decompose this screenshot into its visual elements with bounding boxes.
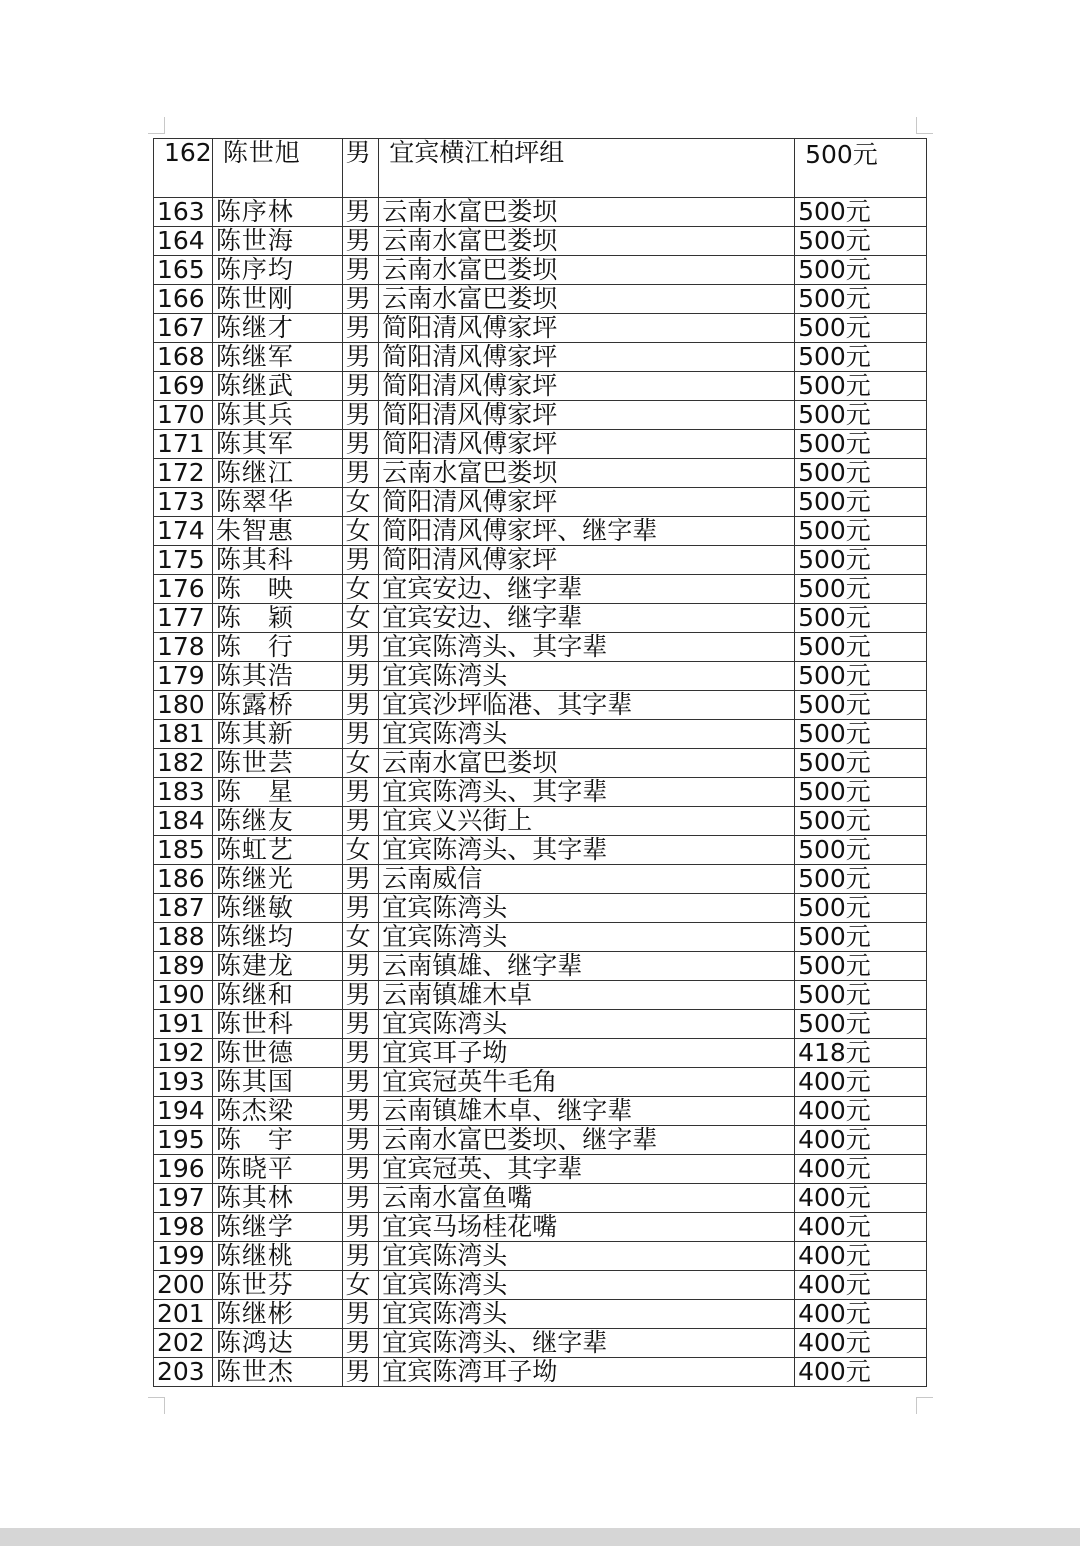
table-row <box>154 1271 927 1300</box>
cell-number: 168 <box>154 343 213 372</box>
cell-number: 196 <box>154 1155 213 1184</box>
cell-name: 陈杰梁 <box>212 1097 342 1126</box>
cell-name: 陈序林 <box>212 198 342 227</box>
cell-gender: 男 <box>342 227 379 256</box>
cell-amount: 500元 <box>795 285 927 314</box>
table-row <box>154 1242 927 1271</box>
table-row <box>154 1329 927 1358</box>
cell-number: 167 <box>154 314 213 343</box>
cell-number: 187 <box>154 894 213 923</box>
cell-gender: 男 <box>342 198 379 227</box>
cell-gender: 女 <box>342 1271 379 1300</box>
cell-gender: 男 <box>342 256 379 285</box>
cell-place: 云南威信 <box>379 865 795 894</box>
cell-gender: 男 <box>342 401 379 430</box>
cell-name: 陈其科 <box>212 546 342 575</box>
cell-name: 陈 宇 <box>212 1126 342 1155</box>
cell-gender: 男 <box>342 1126 379 1155</box>
cell-number: 194 <box>154 1097 213 1126</box>
cell-number: 184 <box>154 807 213 836</box>
cell-place: 云南水富巴娄坝 <box>379 227 795 256</box>
table-row <box>154 1358 927 1387</box>
cell-gender: 男 <box>342 285 379 314</box>
cell-place: 宜宾陈湾头 <box>379 720 795 749</box>
cell-name: 陈 星 <box>212 778 342 807</box>
cell-name: 陈鸿达 <box>212 1329 342 1358</box>
cell-number: 188 <box>154 923 213 952</box>
cell-number: 180 <box>154 691 213 720</box>
cell-number: 164 <box>154 227 213 256</box>
table-row <box>154 227 927 256</box>
cell-name: 陈翠华 <box>212 488 342 517</box>
cell-gender: 男 <box>342 1300 379 1329</box>
cell-amount: 500元 <box>795 401 927 430</box>
cell-number: 193 <box>154 1068 213 1097</box>
table-row <box>154 923 927 952</box>
cell-amount: 500元 <box>795 1010 927 1039</box>
cell-amount: 500元 <box>795 604 927 633</box>
cell-number: 169 <box>154 372 213 401</box>
cell-number: 192 <box>154 1039 213 1068</box>
cell-place: 简阳清风傅家坪 <box>379 314 795 343</box>
cell-name: 陈其国 <box>212 1068 342 1097</box>
cell-amount: 500元 <box>795 546 927 575</box>
cell-amount: 500元 <box>795 256 927 285</box>
cell-amount: 500元 <box>795 691 927 720</box>
crop-mark-bottom-left <box>148 1397 165 1414</box>
cell-amount: 500元 <box>795 720 927 749</box>
cell-gender: 女 <box>342 575 379 604</box>
cell-gender: 男 <box>342 952 379 981</box>
donation-register-table <box>153 138 927 1387</box>
table-row <box>154 981 927 1010</box>
cell-number: 202 <box>154 1329 213 1358</box>
table-row <box>154 459 927 488</box>
cell-amount: 500元 <box>795 749 927 778</box>
cell-name: 陈世海 <box>212 227 342 256</box>
cell-number: 162 <box>154 139 213 198</box>
table-row <box>154 807 927 836</box>
cell-place: 云南水富巴娄坝、继字辈 <box>379 1126 795 1155</box>
cell-name: 陈继友 <box>212 807 342 836</box>
cell-amount: 500元 <box>795 314 927 343</box>
cell-place: 宜宾陈湾耳子坳 <box>379 1358 795 1387</box>
cell-amount: 500元 <box>795 459 927 488</box>
cell-place: 宜宾安边、继字辈 <box>379 604 795 633</box>
cell-amount: 400元 <box>795 1242 927 1271</box>
cell-gender: 男 <box>342 314 379 343</box>
cell-place: 宜宾陈湾头 <box>379 1010 795 1039</box>
cell-gender: 女 <box>342 749 379 778</box>
cell-amount: 400元 <box>795 1126 927 1155</box>
cell-number: 165 <box>154 256 213 285</box>
table-row <box>154 952 927 981</box>
cell-number: 175 <box>154 546 213 575</box>
cell-name: 朱智惠 <box>212 517 342 546</box>
cell-place: 简阳清风傅家坪 <box>379 401 795 430</box>
cell-gender: 男 <box>342 1329 379 1358</box>
cell-name: 陈继才 <box>212 314 342 343</box>
cell-gender: 男 <box>342 1068 379 1097</box>
table-row <box>154 343 927 372</box>
table-row <box>154 1213 927 1242</box>
cell-place: 云南水富巴娄坝 <box>379 198 795 227</box>
cell-name: 陈 颖 <box>212 604 342 633</box>
cell-place: 简阳清风傅家坪、继字辈 <box>379 517 795 546</box>
cell-number: 200 <box>154 1271 213 1300</box>
cell-number: 176 <box>154 575 213 604</box>
cell-amount: 500元 <box>795 227 927 256</box>
cell-name: 陈其新 <box>212 720 342 749</box>
register-body <box>154 139 927 1387</box>
cell-number: 186 <box>154 865 213 894</box>
cell-place: 云南水富巴娄坝 <box>379 285 795 314</box>
cell-number: 177 <box>154 604 213 633</box>
cell-place: 宜宾陈湾头 <box>379 923 795 952</box>
cell-gender: 女 <box>342 923 379 952</box>
cell-place: 宜宾耳子坳 <box>379 1039 795 1068</box>
cell-gender: 男 <box>342 546 379 575</box>
cell-gender: 女 <box>342 488 379 517</box>
cell-name: 陈晓平 <box>212 1155 342 1184</box>
cell-name: 陈其兵 <box>212 401 342 430</box>
cell-amount: 500元 <box>795 575 927 604</box>
cell-place: 云南镇雄、继字辈 <box>379 952 795 981</box>
cell-amount: 400元 <box>795 1068 927 1097</box>
cell-number: 178 <box>154 633 213 662</box>
table-row <box>154 314 927 343</box>
cell-place: 宜宾陈湾头、其字辈 <box>379 836 795 865</box>
crop-mark-top-right <box>916 117 933 134</box>
cell-place: 简阳清风傅家坪 <box>379 488 795 517</box>
cell-gender: 男 <box>342 807 379 836</box>
crop-mark-bottom-right <box>916 1397 933 1414</box>
cell-name: 陈继桃 <box>212 1242 342 1271</box>
cell-gender: 男 <box>342 662 379 691</box>
table-row <box>154 691 927 720</box>
cell-gender: 男 <box>342 1242 379 1271</box>
table-row <box>154 1097 927 1126</box>
cell-place: 宜宾陈湾头、其字辈 <box>379 633 795 662</box>
table-row <box>154 662 927 691</box>
cell-gender: 男 <box>342 691 379 720</box>
cell-place: 简阳清风傅家坪 <box>379 546 795 575</box>
cell-gender: 男 <box>342 720 379 749</box>
cell-place: 宜宾陈湾头 <box>379 894 795 923</box>
table-row <box>154 894 927 923</box>
cell-place: 云南水富巴娄坝 <box>379 459 795 488</box>
cell-gender: 女 <box>342 517 379 546</box>
cell-name: 陈露桥 <box>212 691 342 720</box>
cell-place: 宜宾陈湾头 <box>379 1271 795 1300</box>
cell-place: 简阳清风傅家坪 <box>379 343 795 372</box>
cell-name: 陈建龙 <box>212 952 342 981</box>
cell-amount: 500元 <box>795 372 927 401</box>
cell-number: 185 <box>154 836 213 865</box>
cell-amount: 500元 <box>795 836 927 865</box>
cell-number: 203 <box>154 1358 213 1387</box>
viewer-bottom-bar <box>0 1528 1080 1546</box>
cell-name: 陈继军 <box>212 343 342 372</box>
cell-gender: 男 <box>342 778 379 807</box>
table-row <box>154 488 927 517</box>
cell-place: 宜宾沙坪临港、其字辈 <box>379 691 795 720</box>
cell-place: 宜宾陈湾头 <box>379 1300 795 1329</box>
table-row <box>154 430 927 459</box>
cell-gender: 女 <box>342 604 379 633</box>
table-row <box>154 1184 927 1213</box>
cell-number: 190 <box>154 981 213 1010</box>
table-row <box>154 836 927 865</box>
table-row <box>154 198 927 227</box>
cell-name: 陈世旭 <box>212 139 342 198</box>
cell-number: 163 <box>154 198 213 227</box>
cell-number: 198 <box>154 1213 213 1242</box>
cell-gender: 女 <box>342 836 379 865</box>
cell-name: 陈其军 <box>212 430 342 459</box>
table-row <box>154 517 927 546</box>
cell-name: 陈世刚 <box>212 285 342 314</box>
cell-gender: 男 <box>342 430 379 459</box>
cell-gender: 男 <box>342 1010 379 1039</box>
cell-place: 宜宾安边、继字辈 <box>379 575 795 604</box>
cell-name: 陈继均 <box>212 923 342 952</box>
cell-gender: 男 <box>342 1097 379 1126</box>
cell-amount: 400元 <box>795 1213 927 1242</box>
table-row <box>154 285 927 314</box>
cell-name: 陈继武 <box>212 372 342 401</box>
table-row <box>154 1155 927 1184</box>
cell-number: 201 <box>154 1300 213 1329</box>
cell-number: 174 <box>154 517 213 546</box>
cell-number: 166 <box>154 285 213 314</box>
cell-number: 199 <box>154 1242 213 1271</box>
cell-gender: 男 <box>342 372 379 401</box>
cell-amount: 500元 <box>795 778 927 807</box>
cell-amount: 500元 <box>795 865 927 894</box>
cell-gender: 男 <box>342 139 379 198</box>
cell-amount: 400元 <box>795 1097 927 1126</box>
cell-amount: 500元 <box>795 923 927 952</box>
cell-place: 简阳清风傅家坪 <box>379 372 795 401</box>
cell-place: 宜宾陈湾头、其字辈 <box>379 778 795 807</box>
cell-amount: 400元 <box>795 1329 927 1358</box>
table-row <box>154 633 927 662</box>
cell-place: 云南镇雄木卓 <box>379 981 795 1010</box>
cell-amount: 400元 <box>795 1358 927 1387</box>
table-row <box>154 372 927 401</box>
table-row <box>154 1010 927 1039</box>
cell-amount: 500元 <box>795 343 927 372</box>
cell-number: 170 <box>154 401 213 430</box>
table-row <box>154 1300 927 1329</box>
cell-number: 183 <box>154 778 213 807</box>
cell-amount: 400元 <box>795 1155 927 1184</box>
cell-name: 陈 映 <box>212 575 342 604</box>
cell-number: 172 <box>154 459 213 488</box>
cell-gender: 男 <box>342 459 379 488</box>
cell-name: 陈世杰 <box>212 1358 342 1387</box>
cell-gender: 男 <box>342 1155 379 1184</box>
cell-amount: 500元 <box>795 139 927 198</box>
cell-name: 陈继敏 <box>212 894 342 923</box>
cell-gender: 男 <box>342 894 379 923</box>
cell-place: 宜宾冠英、其字辈 <box>379 1155 795 1184</box>
cell-gender: 男 <box>342 981 379 1010</box>
cell-name: 陈继彬 <box>212 1300 342 1329</box>
cell-name: 陈世科 <box>212 1010 342 1039</box>
cell-name: 陈序均 <box>212 256 342 285</box>
cell-number: 197 <box>154 1184 213 1213</box>
cell-place: 简阳清风傅家坪 <box>379 430 795 459</box>
cell-number: 189 <box>154 952 213 981</box>
cell-amount: 500元 <box>795 662 927 691</box>
cell-number: 173 <box>154 488 213 517</box>
cell-amount: 500元 <box>795 430 927 459</box>
table-row <box>154 865 927 894</box>
crop-mark-top-left <box>148 117 165 134</box>
cell-amount: 500元 <box>795 807 927 836</box>
cell-number: 195 <box>154 1126 213 1155</box>
cell-amount: 500元 <box>795 952 927 981</box>
cell-place: 宜宾横江柏坪组 <box>379 139 795 198</box>
cell-place: 宜宾陈湾头 <box>379 1242 795 1271</box>
cell-number: 179 <box>154 662 213 691</box>
cell-name: 陈世芬 <box>212 1271 342 1300</box>
table-row <box>154 720 927 749</box>
cell-gender: 男 <box>342 1184 379 1213</box>
cell-amount: 500元 <box>795 894 927 923</box>
cell-amount: 400元 <box>795 1184 927 1213</box>
cell-amount: 500元 <box>795 517 927 546</box>
cell-name: 陈继光 <box>212 865 342 894</box>
cell-place: 宜宾陈湾头 <box>379 662 795 691</box>
table-row <box>154 1126 927 1155</box>
cell-gender: 男 <box>342 1358 379 1387</box>
table-row <box>154 1068 927 1097</box>
cell-amount: 400元 <box>795 1271 927 1300</box>
cell-amount: 500元 <box>795 488 927 517</box>
cell-gender: 男 <box>342 865 379 894</box>
cell-gender: 男 <box>342 633 379 662</box>
cell-name: 陈继学 <box>212 1213 342 1242</box>
table-row <box>154 256 927 285</box>
cell-name: 陈其林 <box>212 1184 342 1213</box>
cell-number: 182 <box>154 749 213 778</box>
cell-amount: 500元 <box>795 981 927 1010</box>
cell-place: 云南水富巴娄坝 <box>379 749 795 778</box>
cell-name: 陈其浩 <box>212 662 342 691</box>
table-row <box>154 1039 927 1068</box>
cell-name: 陈虹艺 <box>212 836 342 865</box>
table-row <box>154 139 927 198</box>
cell-place: 宜宾陈湾头、继字辈 <box>379 1329 795 1358</box>
cell-amount: 500元 <box>795 198 927 227</box>
table-row <box>154 575 927 604</box>
cell-amount: 400元 <box>795 1300 927 1329</box>
table-row <box>154 604 927 633</box>
table-row <box>154 546 927 575</box>
cell-name: 陈世德 <box>212 1039 342 1068</box>
cell-name: 陈世芸 <box>212 749 342 778</box>
cell-gender: 男 <box>342 343 379 372</box>
cell-place: 云南镇雄木卓、继字辈 <box>379 1097 795 1126</box>
cell-place: 云南水富鱼嘴 <box>379 1184 795 1213</box>
cell-place: 宜宾义兴街上 <box>379 807 795 836</box>
cell-gender: 男 <box>342 1039 379 1068</box>
cell-number: 171 <box>154 430 213 459</box>
cell-gender: 男 <box>342 1213 379 1242</box>
cell-amount: 418元 <box>795 1039 927 1068</box>
table-row <box>154 778 927 807</box>
cell-number: 181 <box>154 720 213 749</box>
cell-name: 陈继江 <box>212 459 342 488</box>
table-row <box>154 749 927 778</box>
cell-place: 宜宾冠英牛毛角 <box>379 1068 795 1097</box>
cell-place: 宜宾马场桂花嘴 <box>379 1213 795 1242</box>
cell-name: 陈继和 <box>212 981 342 1010</box>
cell-number: 191 <box>154 1010 213 1039</box>
table-row <box>154 401 927 430</box>
cell-amount: 500元 <box>795 633 927 662</box>
cell-name: 陈 行 <box>212 633 342 662</box>
cell-place: 云南水富巴娄坝 <box>379 256 795 285</box>
